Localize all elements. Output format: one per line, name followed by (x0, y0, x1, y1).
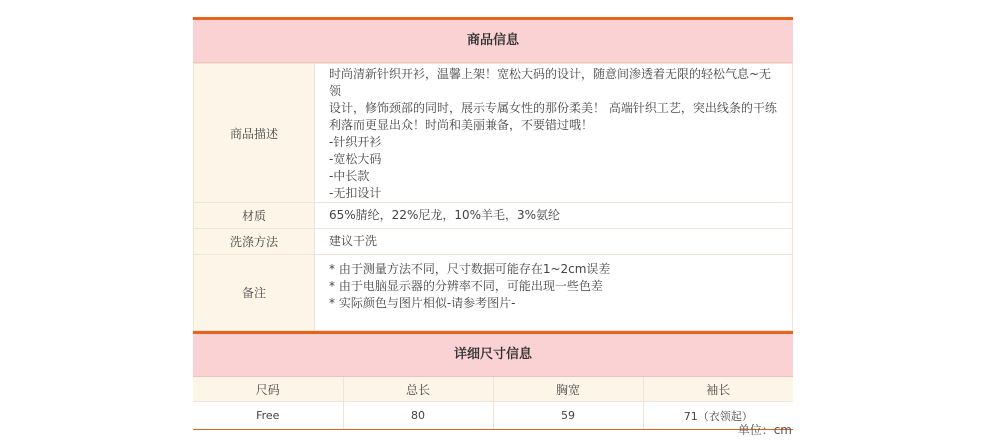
description-label: 商品描述 (194, 64, 315, 203)
notes-row (194, 255, 793, 331)
notes-value (315, 255, 793, 331)
size-header-cell: 胸宽 (493, 377, 643, 402)
description-line: 时尚清新针织开衫，温馨上架！宽松大码的设计，随意间渗透着无限的轻松气息~无领 (329, 67, 772, 98)
product-info-panel (193, 17, 793, 430)
size-header-cell: 总长 (343, 377, 493, 402)
size-cell: 71（衣领起） (643, 402, 793, 430)
description-row (194, 64, 793, 203)
feature-item: -针织开衫 (329, 135, 382, 149)
product-info-table (193, 63, 793, 331)
washing-label: 洗涤方法 (194, 229, 315, 255)
size-info-title: 详细尺寸信息 (193, 334, 793, 377)
washing-row (194, 229, 793, 255)
description-line: 利落而更显出众！时尚和美丽兼备，不要错过哦！ (329, 118, 594, 132)
size-header-row (193, 377, 793, 402)
table-row (193, 402, 793, 430)
description-line: 设计，修饰颈部的同时，展示专属女性的那份柔美！ 高端针织工艺，突出线条的干练 (329, 101, 777, 115)
material-value: 65%腈纶，22%尼龙，10%羊毛，3%氨纶 (315, 203, 793, 229)
note-item: * 实际颜色与图片相似-请参考图片- (329, 296, 516, 310)
size-cell: 59 (493, 402, 643, 430)
feature-item: -无扣设计 (329, 186, 382, 200)
feature-item: -中长款 (329, 169, 370, 183)
size-cell: 80 (343, 402, 493, 430)
note-item: * 由于电脑显示器的分辨率不同，可能出现一些色差 (329, 279, 603, 293)
size-header-cell: 尺码 (193, 377, 343, 402)
feature-item: -宽松大码 (329, 152, 382, 166)
product-info-title: 商品信息 (193, 20, 793, 63)
size-header-cell: 袖长 (643, 377, 793, 402)
size-cell: Free (193, 402, 343, 430)
bottom-accent-line (193, 429, 793, 430)
description-value (315, 64, 793, 203)
material-row (194, 203, 793, 229)
material-label: 材质 (194, 203, 315, 229)
unit-note: 单位：cm (737, 423, 792, 437)
notes-label: 备注 (194, 255, 315, 331)
size-table (193, 377, 793, 429)
note-item: * 由于测量方法不同，尺寸数据可能存在1~2cm误差 (329, 262, 611, 276)
washing-value: 建议干洗 (315, 229, 793, 255)
